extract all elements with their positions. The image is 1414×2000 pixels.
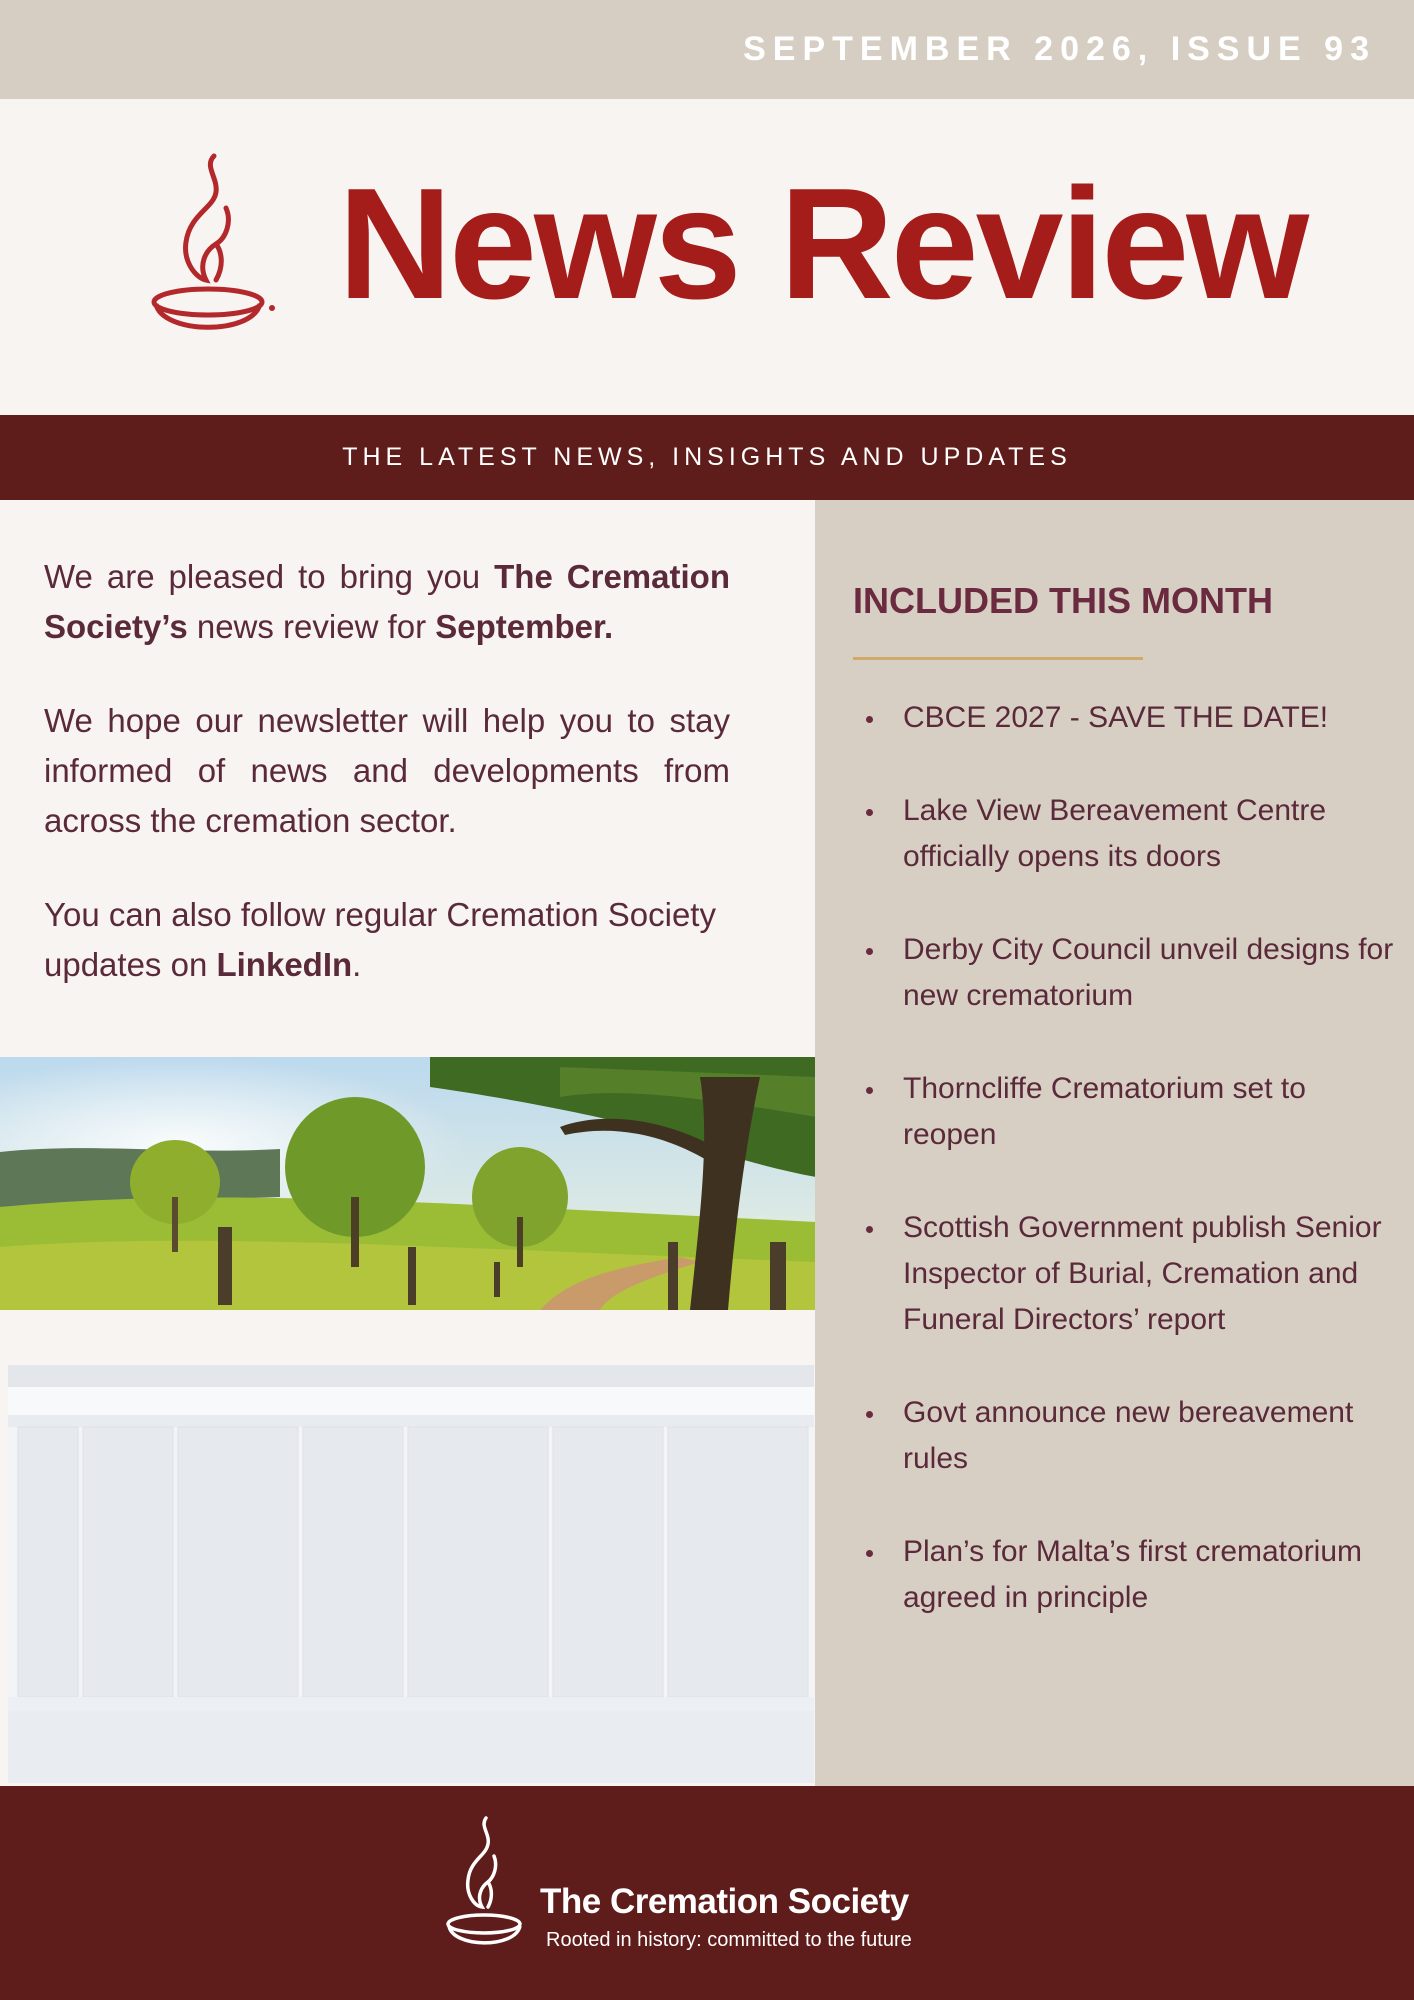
intro-text-span: We are pleased to bring you [44, 558, 495, 595]
flame-bowl-icon [444, 1814, 530, 1954]
tagline-bar [0, 415, 1414, 500]
tagline-text: THE LATEST NEWS, INSIGHTS AND UPDATES [342, 443, 1072, 471]
list-item[interactable]: • Thorncliffe Crematorium set to reopen [887, 1066, 1407, 1158]
intro-paragraph-3 [44, 890, 730, 990]
contents-heading: INCLUDED THIS MONTH [853, 580, 1273, 621]
month-name: September. [435, 608, 614, 645]
contents-sidebar [815, 500, 1414, 1786]
bookshelf-photo [8, 1365, 814, 1783]
intro-paragraph-2: We hope our newsletter will help you to stay informed of news and developments from across the cremation sector. [44, 702, 730, 839]
linkedin-link[interactable]: LinkedIn [216, 946, 353, 983]
contents-list [875, 695, 1407, 1668]
intro-text-span: . [352, 946, 362, 983]
intro-paragraph-1 [44, 552, 730, 652]
list-item[interactable]: • Plan’s for Malta’s first crematorium agreed in principle [887, 1529, 1407, 1621]
society-name: The Cremation Society’s [44, 558, 730, 645]
intro-text [44, 552, 730, 1034]
list-item[interactable]: • CBCE 2027 - SAVE THE DATE! [887, 695, 1407, 741]
countryside-photo [0, 1057, 816, 1310]
society-tagline: Rooted in history: committed to the future [546, 1929, 912, 1951]
list-item[interactable]: • Govt announce new bereavement rules [887, 1390, 1407, 1482]
newsletter-title: News Review [338, 156, 1307, 332]
flame-bowl-icon [148, 150, 283, 345]
list-item[interactable]: • Lake View Bereavement Centre officially opens its doors [887, 788, 1407, 880]
society-wordmark: The Cremation Society [540, 1882, 909, 1921]
list-item[interactable]: • Scottish Government publish Senior Inspector of Burial, Cremation and Funeral Directors’ report [887, 1205, 1407, 1343]
heading-divider [853, 657, 1143, 660]
intro-text-span: You can also follow regular Cremation Society updates on [44, 896, 716, 983]
issue-date: SEPTEMBER 2026, ISSUE 93 [743, 30, 1376, 68]
intro-text-span: news review for [187, 608, 436, 645]
top-banner [0, 0, 1414, 99]
footer [0, 1786, 1414, 2000]
list-item[interactable]: • Derby City Council unveil designs for new crematorium [887, 927, 1407, 1019]
